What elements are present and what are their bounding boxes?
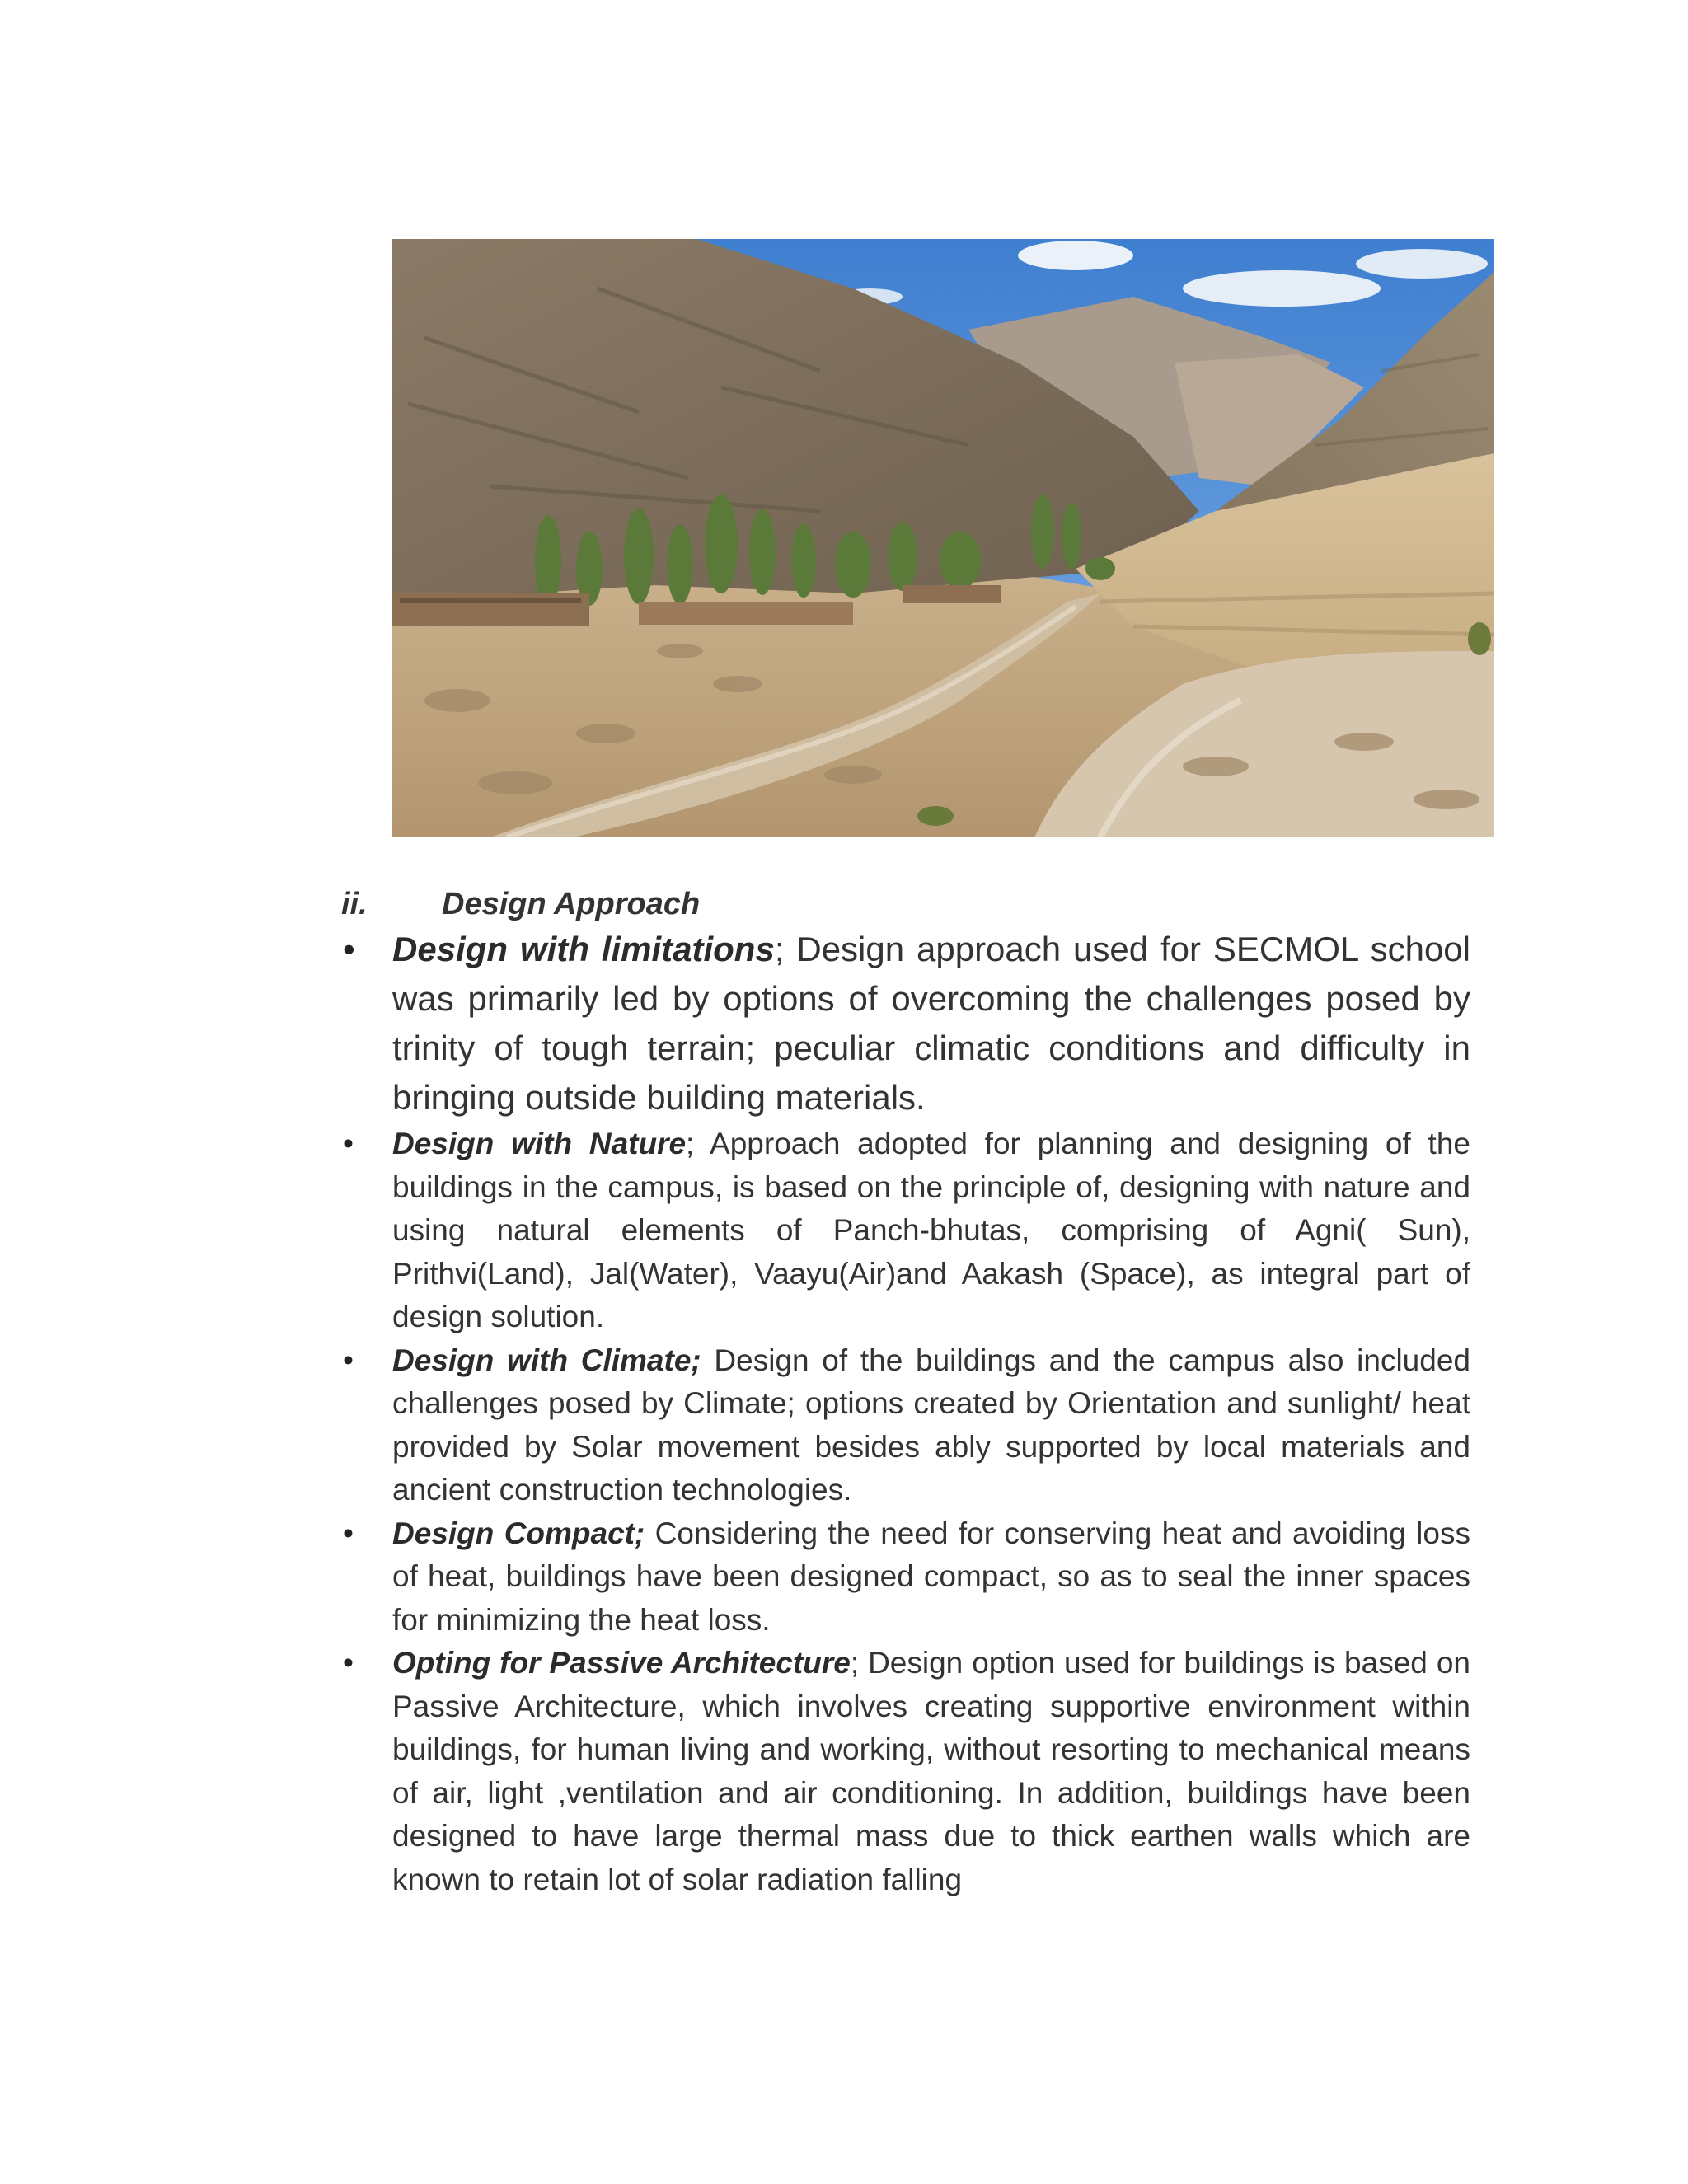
list-item [341, 1642, 1470, 1901]
bullet-text: Design of the buildings and the campus also included challenges posed by Climate; options created by Orientation and sunlight/ heat provided by Solar movement besides ably supported by local materials and ancient construction technologies. [392, 1343, 1470, 1507]
list-item [341, 1339, 1470, 1512]
section-heading [341, 887, 700, 922]
bullet-term: Design Compact; [392, 1516, 645, 1550]
bullet-text: ; Design approach used for SECMOL school was primarily led by options of overcoming the challenges posed by trinity of tough terrain; peculiar climatic conditions and difficulty in bringing outside building materials. [392, 930, 1470, 1117]
bullet-term: Design with limitations [392, 930, 775, 968]
bullet-text: ; Design option used for buildings is based on Passive Architecture, which involves creating supportive environment within buildings, for human living and working, without resorting to mechanical means of air, light ,ventilation and air conditioning. In addition, buildings have been designed to have large thermal mass due to thick earthen walls which are known to retain lot of solar radiation falling [392, 1646, 1470, 1896]
landscape-photo [392, 239, 1494, 837]
bullet-text: ; Approach adopted for planning and designing of the buildings in the campus, is based on the principle of, designing with nature and using natural elements of Panch-bhutas, comprising of Agni( Sun), Prithvi(Land), Jal(Water), Vaayu(Air)and Aakash (Space), as integral part of design solution. [392, 1127, 1470, 1333]
mountain-valley-image [392, 239, 1494, 837]
bullet-term: Opting for Passive Architecture [392, 1646, 851, 1680]
section-title: Design Approach [442, 887, 701, 921]
bullet-text: Considering the need for conserving heat and avoiding loss of heat, buildings have been designed compact, so as to seal the inner spaces for minimizing the heat loss. [392, 1516, 1470, 1637]
section-number: ii. [341, 887, 368, 921]
list-item [341, 925, 1470, 1122]
design-approach-list [341, 925, 1470, 1901]
list-item [341, 1512, 1470, 1643]
bullet-term: Design with Climate; [392, 1343, 701, 1377]
list-item [341, 1122, 1470, 1339]
bullet-term: Design with Nature [392, 1127, 687, 1160]
